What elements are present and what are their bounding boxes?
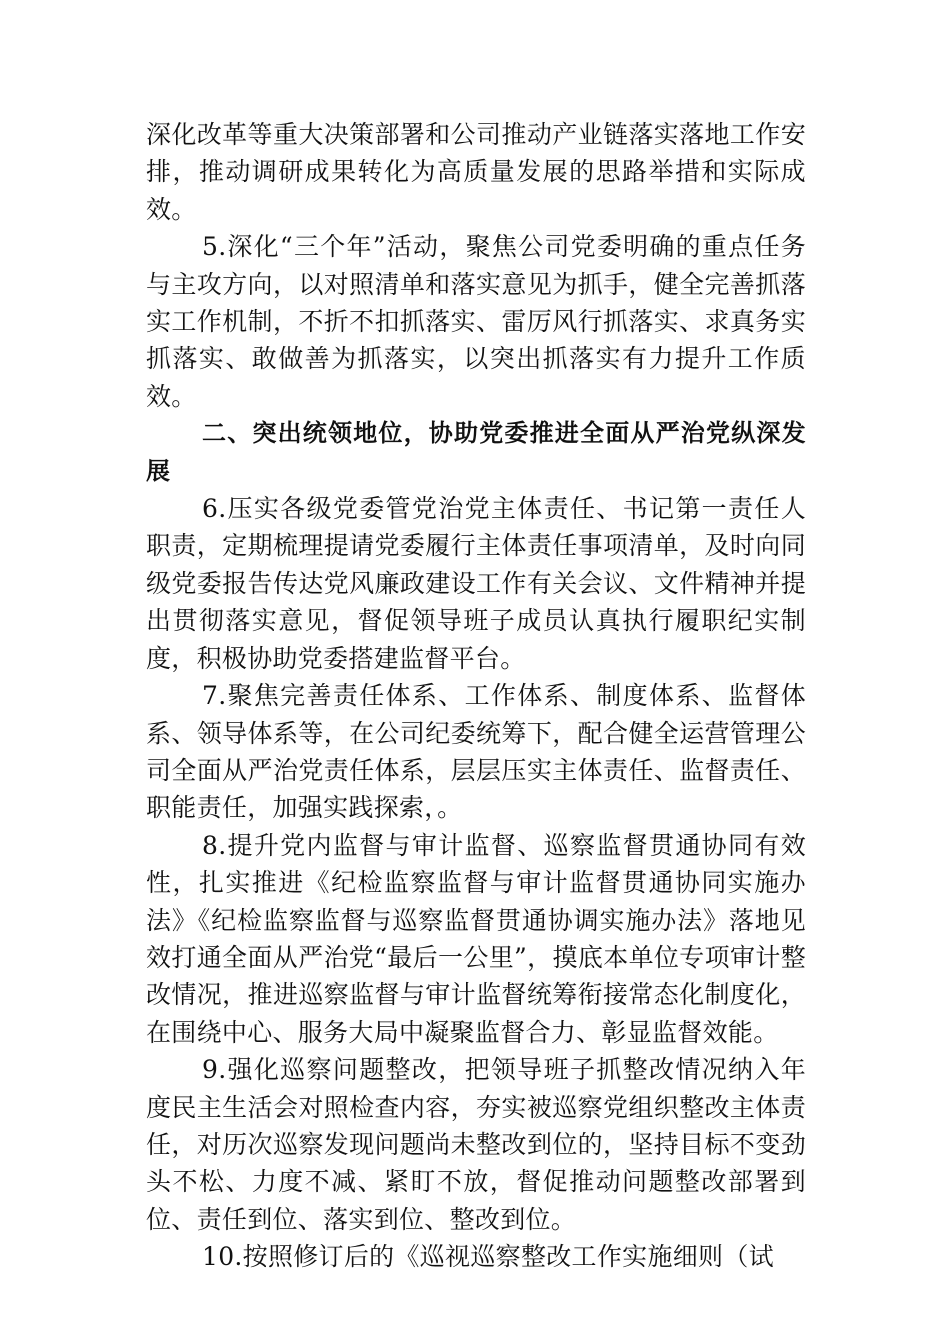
paragraph-item-9: 9.强化巡察问题整改，把领导班子抓整改情况纳入年度民主生活会对照检查内容，夯实被巡察党组织整改主体责任，对历次巡察发现问题尚未整改到位的，坚持目标不变劲头不松、力度不减、紧盯不放，督促推动问题整改部署到位、责任到位、落实到位、整改到位。 [146,1055,806,1234]
section-heading-2: 二、突出统领地位，协助党委推进全面从严治党纵深发展 [146,419,806,485]
paragraph-item-10: 10.按照修订后的《巡视巡察整改工作实施细则（试 [202,1242,774,1272]
paragraph-item-8: 8.提升党内监督与审计监督、巡察监督贯通协同有效性，扎实推进《纪检监察监督与审计监督贯通协同实施办法》《纪检监察监督与巡察监督贯通协调实施办法》落地见效打通全面从严治党“最后一公里”，摸底本单位专项审计整改情况，推进巡察监督与审计监督统筹衔接常态化制度化，在围绕中心、服务大局中凝聚监督合力、彰显监督效能。 [146,830,806,1047]
paragraph-continued: 深化改革等重大决策部署和公司推动产业链落实落地工作安排，推动调研成果转化为高质量发展的思路举措和实际成效。 [146,120,806,224]
paragraph-item-6: 6.压实各级党委管党治党主体责任、书记第一责任人职责，定期梳理提请党委履行主体责任事项清单，及时向同级党委报告传达党风廉政建设工作有关会议、文件精神并提出贯彻落实意见，督促领导班子成员认真执行履职纪实制度，积极协助党委搭建监督平台。 [146,494,806,673]
paragraph-item-7: 7.聚焦完善责任体系、工作体系、制度体系、监督体系、领导体系等，在公司纪委统筹下，配合健全运营管理公司全面从严治党责任体系，层层压实主体责任、监督责任、职能责任，加强实践探索，。 [146,681,806,823]
paragraph-item-5: 5.深化“三个年”活动，聚焦公司党委明确的重点任务与主攻方向，以对照清单和落实意见为抓手，健全完善抓落实工作机制，不折不扣抓落实、雷厉风行抓落实、求真务实抓落实、敢做善为抓落实，以突出抓落实有力提升工作质效。 [146,232,806,411]
document-body [146,116,806,1276]
